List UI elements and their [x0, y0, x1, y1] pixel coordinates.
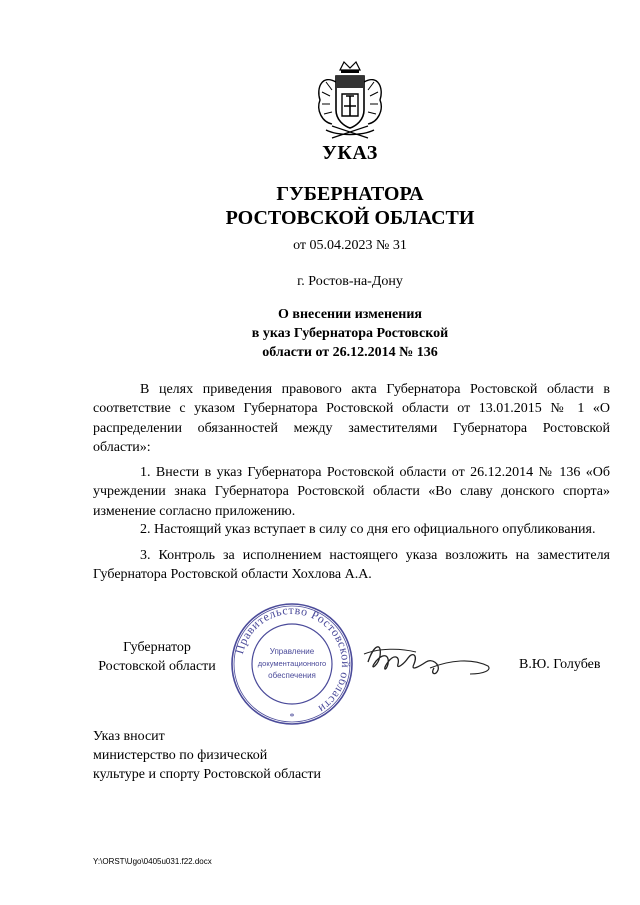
- signer-title-line-1: Губернатор: [123, 640, 191, 655]
- signer-name: В.Ю. Голубев: [519, 657, 601, 672]
- issuer-title: [0, 182, 640, 230]
- stamp-star: *: [289, 712, 295, 723]
- issuer-line-2: РОСТОВСКОЙ ОБЛАСТИ: [225, 207, 475, 229]
- decree-subject: [0, 305, 640, 362]
- file-path: Y:\ORST\Ugo\0405u031.f22.docx: [93, 857, 212, 866]
- handwritten-signature: [360, 634, 495, 684]
- signer-title-line-2: Ростовской области: [98, 659, 216, 674]
- stamp-outer-text: Правительство Ростовской области: [232, 602, 354, 717]
- signer-title: [93, 638, 221, 676]
- introduced-line-2: министерство по физической: [93, 748, 268, 763]
- issue-city: г. Ростов-на-Дону: [297, 274, 403, 289]
- introduced-by: [93, 727, 321, 784]
- stamp-inner-line-2: документационного: [257, 659, 327, 668]
- item-2-paragraph: 2. Настоящий указ вступает в силу со дня его официального опубликования.: [140, 522, 596, 537]
- decree-date-number: от 05.04.2023 № 31: [293, 238, 407, 253]
- subject-line-2: в указ Губернатора Ростовской: [251, 326, 449, 341]
- preamble-paragraph: В целях приведения правового акта Губернатора Ростовской области в соответствие с указом Губернатора Ростовской области от 13.01.2015 № 1 «О распределении обязанностей между заместителями Губернатора Ростовской области»:: [93, 382, 610, 456]
- introduced-line-1: Указ вносит: [93, 729, 165, 744]
- subject-line-3: области от 26.12.2014 № 136: [262, 345, 438, 360]
- item-1-paragraph: 1. Внести в указ Губернатора Ростовской области от 26.12.2014 № 136 «Об учреждении знака Губернатора Ростовской области «Во славу донского спорта» изменение согласно приложению.: [93, 465, 610, 519]
- official-stamp: [230, 602, 354, 726]
- document-type-title: УКАЗ: [322, 142, 378, 164]
- issuer-line-1: ГУБЕРНАТОРА: [276, 183, 424, 205]
- item-3-paragraph: 3. Контроль за исполнением настоящего указа возложить на заместителя Губернатора Ростовской области Хохлова А.А.: [93, 548, 610, 583]
- stamp-inner-line-1: Управление: [269, 647, 315, 656]
- stamp-inner-line-3: обеспечения: [268, 671, 316, 680]
- rostov-oblast-coat-of-arms-icon: [312, 60, 388, 142]
- subject-line-1: О внесении изменения: [278, 307, 422, 322]
- introduced-line-3: культуре и спорту Ростовской области: [93, 767, 321, 782]
